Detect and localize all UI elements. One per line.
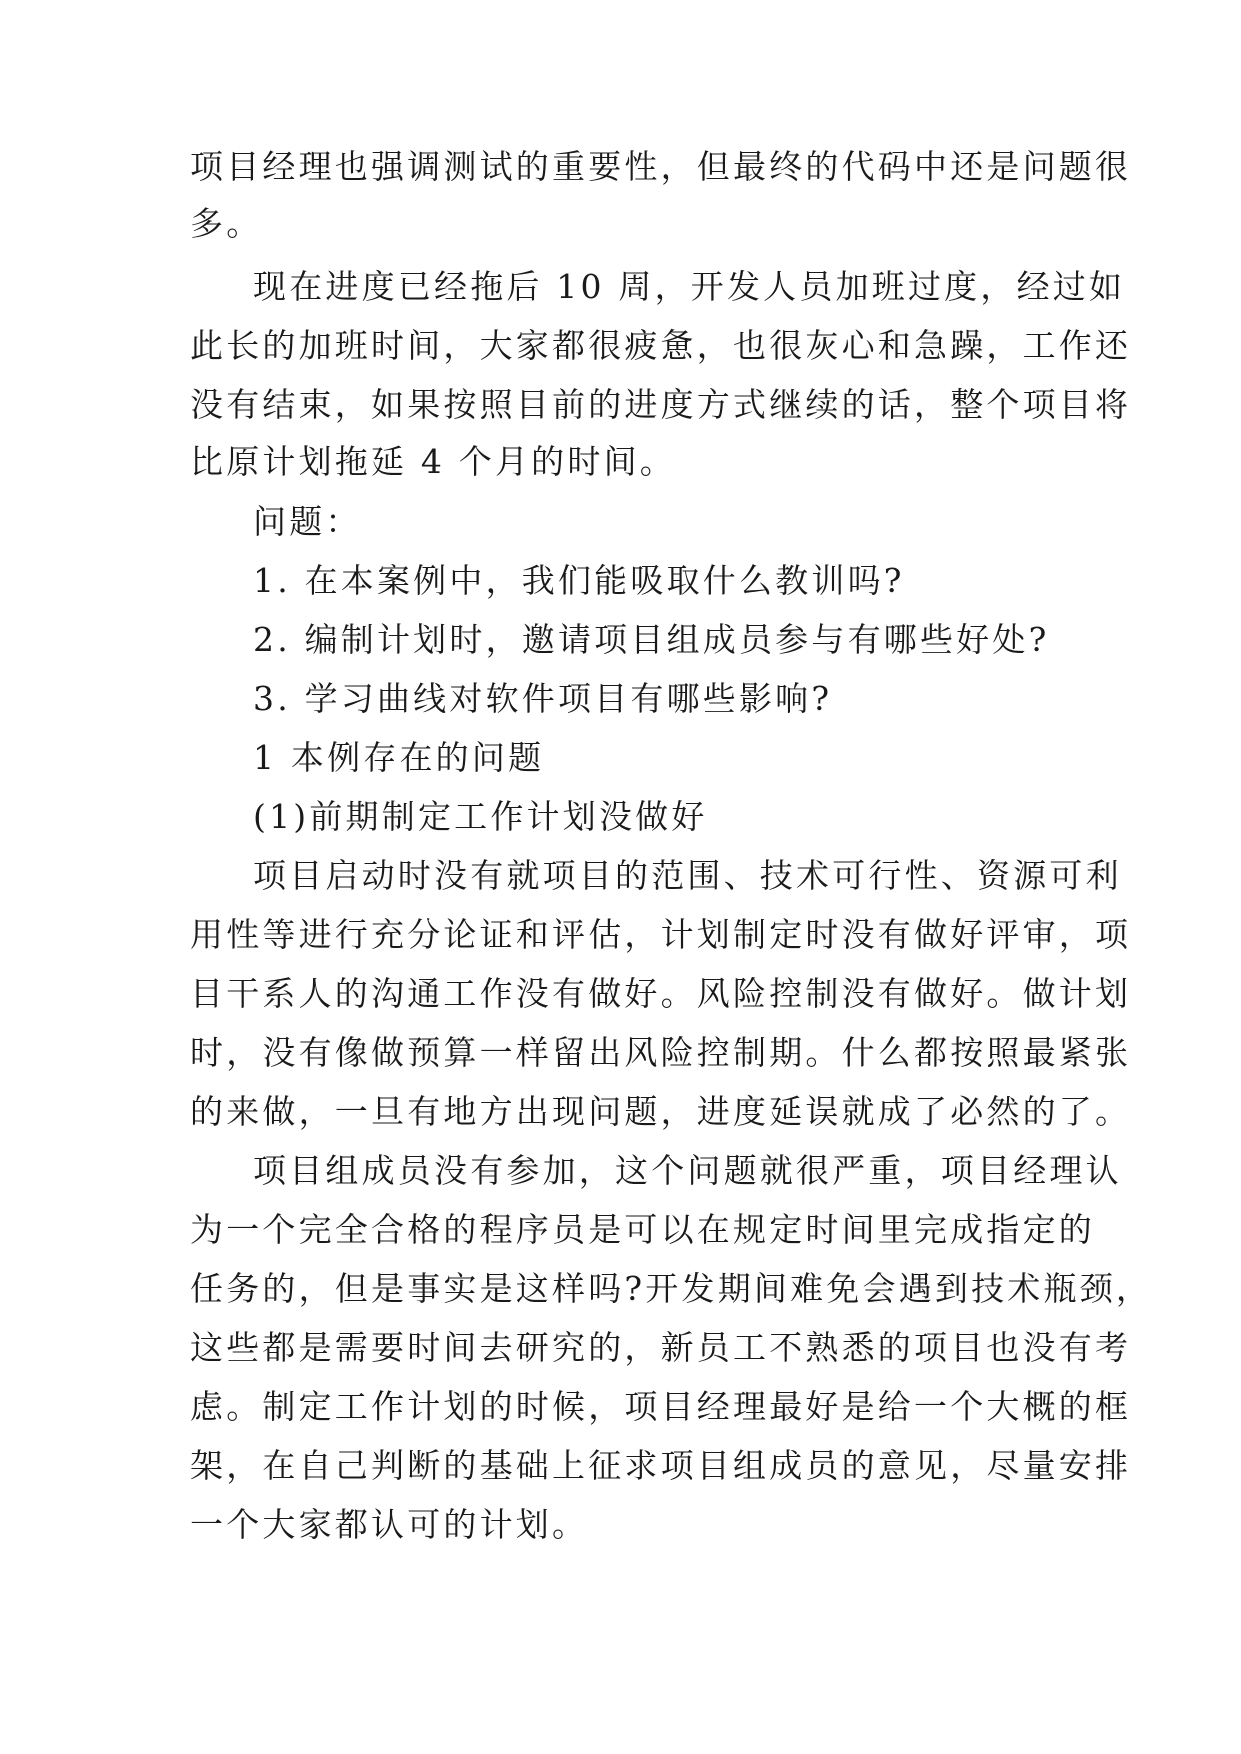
text-line: 目干系人的沟通工作没有做好。风险控制没有做好。做计划 xyxy=(190,974,1132,1013)
text-line: 问题： xyxy=(253,502,362,541)
text-line: 此长的加班时间，大家都很疲惫，也很灰心和急躁，工作还 xyxy=(190,326,1132,365)
text-line: (1)前期制定工作计划没做好 xyxy=(253,797,708,836)
text-line: 架，在自己判断的基础上征求项目组成员的意见，尽量安排 xyxy=(190,1446,1132,1485)
text-line: 项目经理也强调测试的重要性，但最终的代码中还是问题很 xyxy=(190,147,1132,186)
text-line: 多。 xyxy=(190,204,263,243)
text-line: 虑。制定工作计划的时候，项目经理最好是给一个大概的框 xyxy=(190,1387,1132,1426)
text-line: 时，没有像做预算一样留出风险控制期。什么都按照最紧张 xyxy=(190,1033,1132,1072)
text-line: 这些都是需要时间去研究的，新员工不熟悉的项目也没有考 xyxy=(190,1328,1132,1367)
text-line: 1 本例存在的问题 xyxy=(253,738,545,777)
text-line: 现在进度已经拖后 10 周，开发人员加班过度，经过如 xyxy=(253,267,1126,306)
text-line: 用性等进行充分论证和评估，计划制定时没有做好评审，项 xyxy=(190,915,1132,954)
text-line: 项目组成员没有参加，这个问题就很严重，项目经理认 xyxy=(253,1151,1122,1190)
text-line: 任务的，但是事实是这样吗?开发期间难免会遇到技术瓶颈， xyxy=(190,1269,1153,1308)
text-line: 一个大家都认可的计划。 xyxy=(190,1505,589,1544)
text-line: 比原计划拖延 4 个月的时间。 xyxy=(190,442,676,481)
text-line: 3. 学习曲线对软件项目有哪些影响? xyxy=(253,679,833,718)
text-line: 没有结束，如果按照目前的进度方式继续的话，整个项目将 xyxy=(190,385,1132,424)
text-line: 的来做，一旦有地方出现问题，进度延误就成了必然的了。 xyxy=(190,1092,1132,1131)
text-line: 2. 编制计划时，邀请项目组成员参与有哪些好处? xyxy=(253,620,1050,659)
text-line: 项目启动时没有就项目的范围、技术可行性、资源可利 xyxy=(253,856,1122,895)
text-line: 为一个完全合格的程序员是可以在规定时间里完成指定的 xyxy=(190,1210,1095,1249)
text-line: 1. 在本案例中，我们能吸取什么教训吗? xyxy=(253,561,905,600)
